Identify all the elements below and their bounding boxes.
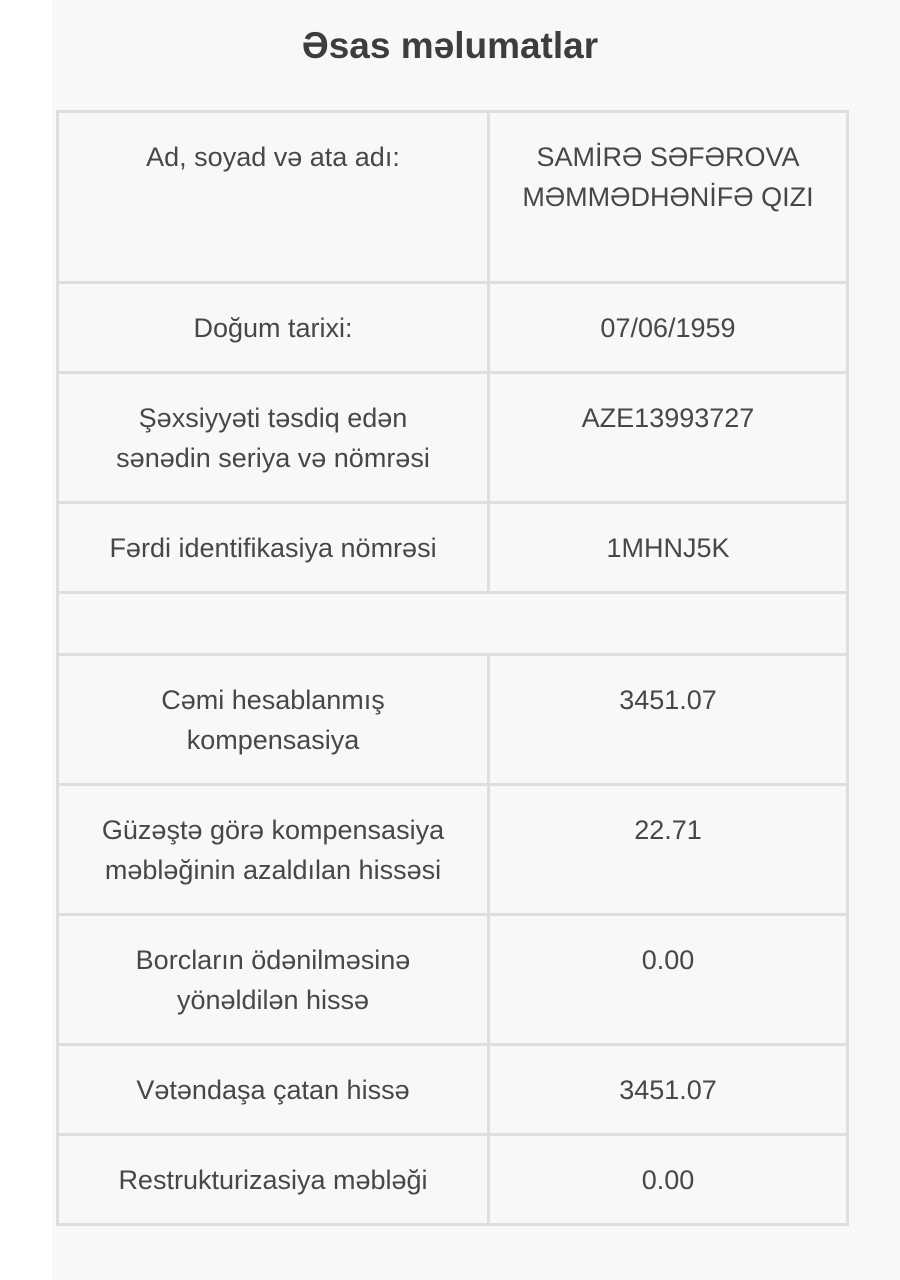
row-label-total-compensation: Cəmi hesablanmış kompensasiya xyxy=(58,655,489,785)
row-label-discount-reduction: Güzəştə görə kompensasiya məbləğinin azaldılan hissəsi xyxy=(58,785,489,915)
row-label-restructuring: Restrukturizasiya məbləği xyxy=(58,1135,489,1225)
row-label-full-name: Ad, soyad və ata adı: xyxy=(58,112,489,283)
table-row xyxy=(58,283,848,373)
row-value-debt-payment: 0.00 xyxy=(489,915,848,1045)
page-title: Əsas məlumatlar xyxy=(301,25,599,66)
spacer-cell xyxy=(58,593,848,655)
row-value-total-compensation: 3451.07 xyxy=(489,655,848,785)
row-value-birth-date: 07/06/1959 xyxy=(489,283,848,373)
row-value-full-name: SAMİRƏ SƏFƏROVA MƏMMƏDHƏNİFƏ QIZI xyxy=(489,112,848,283)
row-label-debt-payment: Borcların ödənilməsinə yönəldilən hissə xyxy=(58,915,489,1045)
table-row xyxy=(58,373,848,503)
page xyxy=(52,0,900,1280)
row-value-citizen-share: 3451.07 xyxy=(489,1045,848,1135)
row-label-fin: Fərdi identifikasiya nömrəsi xyxy=(58,503,489,593)
table-row xyxy=(58,655,848,785)
table-row xyxy=(58,785,848,915)
row-label-birth-date: Doğum tarixi: xyxy=(58,283,489,373)
row-value-id-document: AZE13993727 xyxy=(489,373,848,503)
table-row xyxy=(58,1135,848,1225)
table-row xyxy=(58,112,848,283)
row-label-id-document: Şəxsiyyəti təsdiq edən sənədin seriya və nömrəsi xyxy=(58,373,489,503)
table-spacer-row xyxy=(58,593,848,655)
table-row xyxy=(58,915,848,1045)
table-row xyxy=(58,1045,848,1135)
table-row xyxy=(58,503,848,593)
row-label-citizen-share: Vətəndaşa çatan hissə xyxy=(58,1045,489,1135)
row-value-fin: 1MHNJ5K xyxy=(489,503,848,593)
row-value-discount-reduction: 22.71 xyxy=(489,785,848,915)
row-value-restructuring: 0.00 xyxy=(489,1135,848,1225)
info-table xyxy=(56,110,849,1226)
